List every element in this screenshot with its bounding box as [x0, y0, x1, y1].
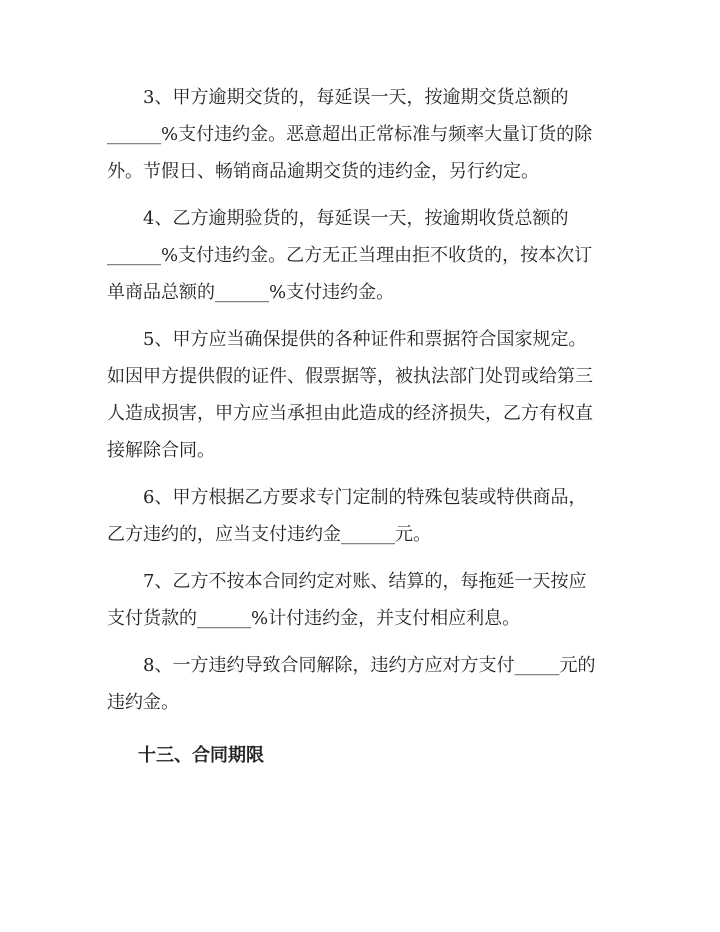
paragraph-4-line-1: 4、乙方逾期验货的，每延误一天，按逾期收货总额的 [107, 208, 569, 229]
paragraph-5-line-1: 5、甲方应当确保提供的各种证件和票据符合国家规定。 [107, 329, 587, 350]
paragraph-3-line-3: 外。节假日、畅销商品逾期交货的违约金，另行约定。 [107, 161, 539, 182]
paragraph-7-line-1: 7、乙方不按本合同约定对账、结算的，每拖延一天按应 [107, 571, 587, 592]
paragraph-5-line-3: 人造成损害，甲方应当承担由此造成的经济损失，乙方有权直 [107, 403, 593, 424]
paragraph-6-line-2: 乙方违约的，应当支付违约金______元。 [107, 524, 431, 545]
paragraph-4-line-2: ______%支付违约金。乙方无正当理由拒不收货的，按本次订 [107, 245, 593, 266]
paragraph-8-line-2: 违约金。 [107, 692, 179, 713]
paragraph-8-line-1: 8、一方违约导致合同解除，违约方应对方支付_____元的 [107, 655, 596, 676]
paragraph-3-line-2: ______%支付违约金。恶意超出正常标准与频率大量订货的除 [107, 124, 593, 145]
paragraph-7-line-2: 支付货款的______%计付违约金，并支付相应利息。 [107, 608, 521, 629]
paragraph-4-line-3: 单商品总额的______%支付违约金。 [107, 282, 395, 303]
paragraph-3-line-1: 3、甲方逾期交货的，每延误一天，按逾期交货总额的 [107, 87, 569, 108]
paragraph-5-line-2: 如因甲方提供假的证件、假票据等，被执法部门处罚或给第三 [107, 366, 593, 387]
paragraph-5-line-4: 接解除合同。 [107, 440, 215, 461]
section-heading: 十三、合同期限 [138, 745, 264, 766]
paragraph-6-line-1: 6、甲方根据乙方要求专门定制的特殊包装或特供商品， [107, 487, 587, 508]
